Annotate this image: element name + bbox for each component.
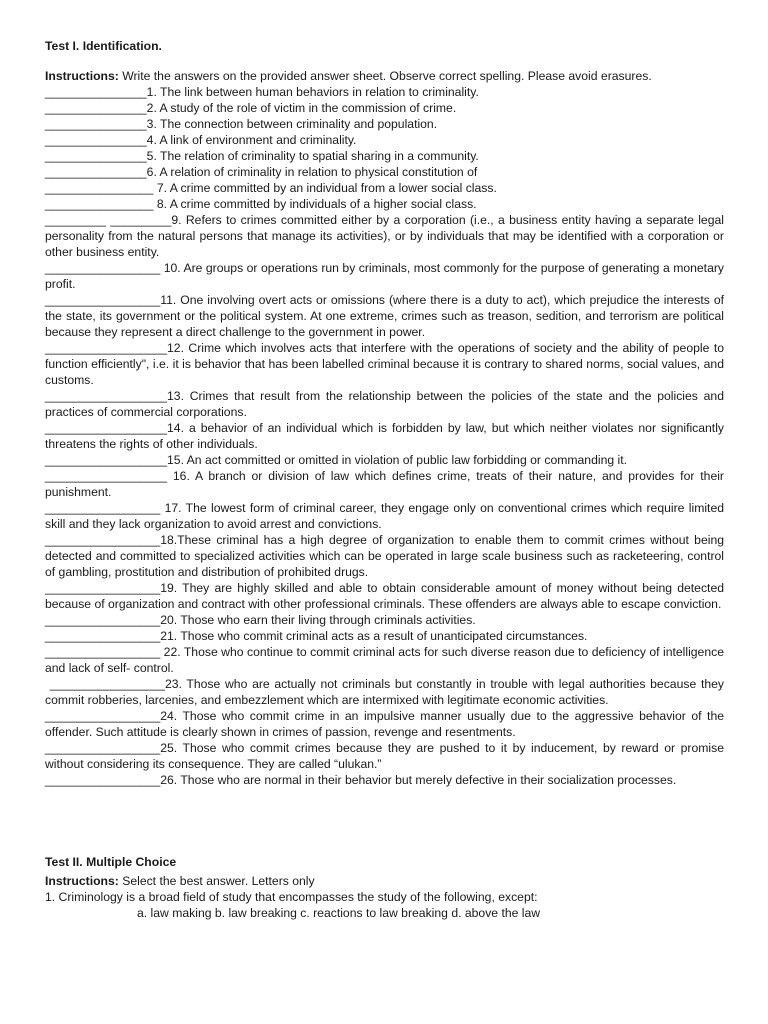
answer-blank: _________________ xyxy=(45,741,161,755)
item-text: 20. Those who earn their living through criminals activities. xyxy=(160,613,476,627)
identification-items xyxy=(45,84,724,788)
answer-blank: _______________ xyxy=(45,165,147,179)
item-text: 13. Crimes that result from the relationship between the policies of the state and the policies and practices of commercial corporations. xyxy=(45,389,724,419)
answer-blank: _________________ xyxy=(45,677,165,691)
test-2-heading: Test II. Multiple Choice xyxy=(45,855,177,869)
identification-item xyxy=(45,708,724,740)
answer-blank: _______________ xyxy=(45,101,147,115)
identification-item xyxy=(45,580,724,612)
answer-blank: _________________ xyxy=(45,709,161,723)
item-text: 2. A study of the role of victim in the commission of crime. xyxy=(146,101,457,115)
answer-blank: _______________ xyxy=(45,117,147,131)
item-text: 17. The lowest form of criminal career, they engage only on conventional crimes which require limited skill and they lack organization to avoid arrest and convictions. xyxy=(45,501,724,531)
item-text: 5. The relation of criminality to spatial sharing in a community. xyxy=(146,149,479,163)
item-text: 11. One involving overt acts or omissions (where there is a duty to act), which prejudice the interests of the state, its government or the political system. At one extreme, crimes such as treason, sedition, and terrorism are political because they represent a direct challenge to the government in power. xyxy=(45,293,724,339)
item-text: 4. A link of environment and criminality. xyxy=(146,133,357,147)
item-text: 24. Those who commit crime in an impulsive manner usually due to the aggressive behavior of the offender. Such attitude is clearly shown in crimes of passion, revenge and resentments. xyxy=(45,709,724,739)
test-2-section xyxy=(45,854,724,921)
identification-item xyxy=(45,116,724,132)
answer-blank: __________________ xyxy=(45,341,168,355)
test-1-heading: Test I. Identification. xyxy=(45,39,162,53)
instructions-text: Write the answers on the provided answer sheet. Observe correct spelling. Please avoid erasures. xyxy=(118,69,652,83)
mc-question: 1. Criminology is a broad field of study that encompasses the study of the following, except: xyxy=(45,890,538,904)
item-text: 21. Those who commit criminal acts as a result of unanticipated circumstances. xyxy=(160,629,588,643)
answer-blank: __________________ xyxy=(45,389,168,403)
item-text: 6. A relation of criminality in relation to physical constitution of xyxy=(146,165,478,179)
item-text: 12. Crime which involves acts that interfere with the operations of society and the ability of people to function efficiently", i.e. it is behavior that has been labelled criminal because it is contrary to shared norms, social values, and customs. xyxy=(45,341,724,387)
answer-blank: _________________ xyxy=(45,773,161,787)
identification-item xyxy=(45,132,724,148)
item-text: 1. The link between human behaviors in relation to criminality. xyxy=(146,85,479,99)
mc-options: a. law making b. law breaking c. reactions to law breaking d. above the law xyxy=(137,906,541,920)
identification-item xyxy=(45,628,724,644)
answer-blank: _________________ xyxy=(45,581,161,595)
answer-blank: _________________ xyxy=(45,293,161,307)
identification-item xyxy=(45,84,724,100)
answer-blank: _______________ xyxy=(45,85,147,99)
answer-blank: __________________ xyxy=(45,421,168,435)
identification-item xyxy=(45,148,724,164)
identification-item xyxy=(45,468,724,500)
identification-item xyxy=(45,420,724,452)
identification-item xyxy=(45,676,724,708)
answer-blank: ________________ xyxy=(45,197,154,211)
answer-blank: _________________ xyxy=(45,261,161,275)
item-text: 25. Those who commit crimes because they are pushed to it by inducement, by reward or promise without considering its consequence. They are called “ulukan.” xyxy=(45,741,724,771)
identification-item xyxy=(45,740,724,772)
identification-item xyxy=(45,212,724,260)
item-text: 16. A branch or division of law which defines crime, treats of their nature, and provides for their punishment. xyxy=(45,469,724,499)
answer-blank: _______________ xyxy=(45,149,147,163)
answer-blank: _________ _________ xyxy=(45,213,172,227)
identification-item xyxy=(45,388,724,420)
answer-blank: _________________ xyxy=(45,629,161,643)
answer-blank: _________________ xyxy=(45,533,161,547)
identification-item xyxy=(45,500,724,532)
test-1-section xyxy=(45,38,724,788)
answer-blank: _________________ xyxy=(45,501,161,515)
instructions-label: Instructions: xyxy=(45,69,119,83)
item-text: 14. a behavior of an individual which is forbidden by law, but which neither violates nor significantly threatens the rights of other individuals. xyxy=(45,421,724,451)
identification-item xyxy=(45,772,724,788)
item-text: 23. Those who are actually not criminals but constantly in trouble with legal authorities because they commit robberies, larcenies, and embezzlement which are intermixed with legitimate economic activities. xyxy=(45,677,724,707)
test-1-instructions xyxy=(45,68,724,84)
instructions-label: Instructions: xyxy=(45,874,119,888)
item-text: 3. The connection between criminality and population. xyxy=(146,117,438,131)
answer-blank: _________________ xyxy=(45,613,161,627)
answer-blank: __________________ xyxy=(45,469,168,483)
identification-item xyxy=(45,100,724,116)
identification-item xyxy=(45,164,724,180)
identification-item xyxy=(45,612,724,628)
identification-item xyxy=(45,196,724,212)
answer-blank: _______________ xyxy=(45,133,147,147)
identification-item xyxy=(45,532,724,580)
item-text: 15. An act committed or omitted in violation of public law forbidding or commanding it. xyxy=(167,453,627,467)
item-text: 18.These criminal has a high degree of organization to enable them to commit crimes without being detected and committed to specialized activities which can be operated in large scale business such as racketeering, control of gambling, prostitution and distribution of prohibited drugs. xyxy=(45,533,724,579)
identification-item xyxy=(45,340,724,388)
answer-blank: _________________ xyxy=(45,645,161,659)
item-text: 7. A crime committed by an individual from a lower social class. xyxy=(153,181,497,195)
answer-blank: __________________ xyxy=(45,453,168,467)
identification-item xyxy=(45,180,724,196)
item-text: 19. They are highly skilled and able to obtain considerable amount of money without being detected because of organization and contract with other professional criminals. These offenders are always able to escape conviction. xyxy=(45,581,724,611)
identification-item xyxy=(45,292,724,340)
identification-item xyxy=(45,452,724,468)
item-text: 22. Those who continue to commit criminal acts for such diverse reason due to deficiency of intelligence and lack of self- control. xyxy=(45,645,724,675)
answer-blank: ________________ xyxy=(45,181,154,195)
item-text: 8. A crime committed by individuals of a higher social class. xyxy=(153,197,477,211)
identification-item xyxy=(45,260,724,292)
item-text: 10. Are groups or operations run by criminals, most commonly for the purpose of generating a monetary profit. xyxy=(45,261,724,291)
item-text: 26. Those who are normal in their behavior but merely defective in their socialization processes. xyxy=(160,773,677,787)
test-2-instructions xyxy=(45,873,724,889)
identification-item xyxy=(45,644,724,676)
instructions-text: Select the best answer. Letters only xyxy=(118,874,315,888)
item-text: 9. Refers to crimes committed either by a corporation (i.e., a business entity having a separate legal personality from the natural persons that manage its activities), or by individuals that may be identified with a corporation or other business entity. xyxy=(45,213,724,259)
